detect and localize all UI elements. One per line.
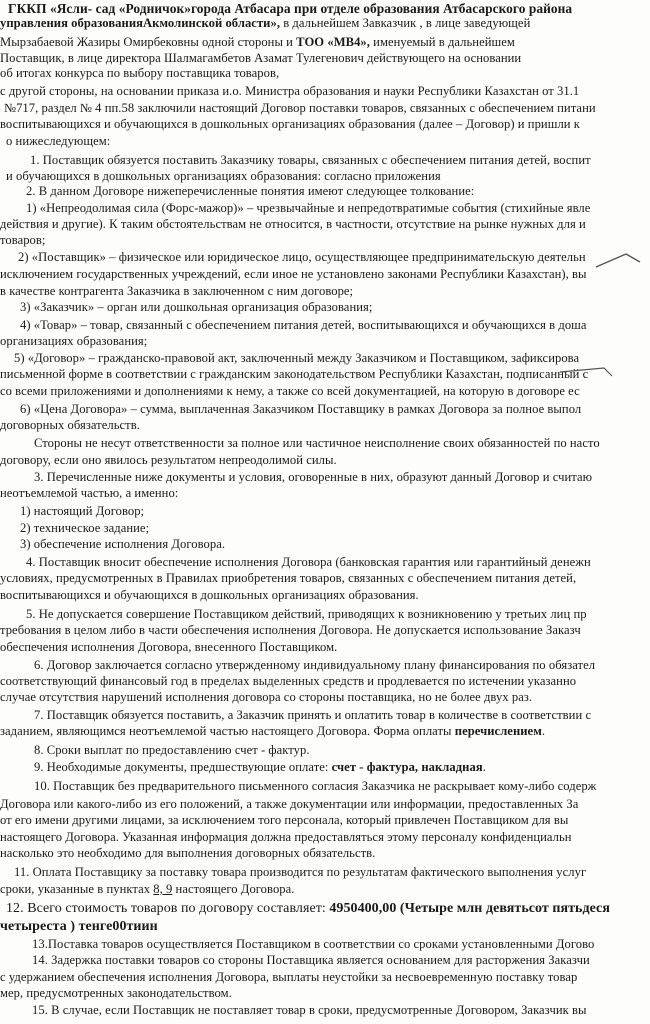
text-run: 1) «Непреодолимая сила (Форс-мажор)» – чрезвычайные и непредотвратимые события (стихийные явле [26, 200, 591, 215]
text-run: 14. Задержка поставки товаров со стороны Поставщика является основанием для расторжения Заказчи [32, 952, 590, 967]
text-line [0, 217, 586, 232]
text-run: 6) «Цена Договора» – сумма, выплаченная Заказчиком Поставщику в рамках Договора за полное выпол [20, 402, 582, 417]
text-line [26, 607, 587, 622]
text-run: 1) настоящий Договор; [20, 503, 145, 518]
text-line [0, 588, 419, 603]
text-run: условиях, предусмотренных в Правилах приобретения товаров, связанных с обеспечением питания детей, [0, 570, 577, 585]
text-run: №717, раздел № 4 пп.58 заключили настоящий Договор поставки товаров, связанных с обеспечением питани [4, 100, 596, 115]
text-line [4, 101, 596, 116]
text-run: договорных обязательств. [0, 418, 140, 433]
text-line [0, 51, 521, 66]
text-line [0, 267, 587, 282]
text-line [0, 66, 279, 81]
text-line [20, 521, 149, 536]
text-run: об итогах конкурса по выбору поставщика товаров, [0, 66, 280, 80]
text-run: Поставщик, в лице директора Шалмагамбетов Азамат Тулегенович действующего на основании [0, 50, 522, 65]
text-run: 9. Необходимые документы, предшествующие оплате: [34, 759, 332, 774]
text-line [0, 453, 337, 468]
text-line [34, 436, 600, 451]
text-run: 6. Договор заключается согласно утвержденному индивидуальному плану финансирования по обязател [34, 658, 596, 673]
text-line [0, 284, 353, 299]
text-line [14, 865, 586, 880]
text-run: 11. Оплата Поставщику за поставку товара производится по результатам фактического выполнения услуг [14, 865, 587, 880]
text-run: 2) «Поставщик» – физическое или юридическое лицо, осуществляющее предпринимательскую деятельн [18, 249, 586, 264]
text-run: воспитывающихся и обучающихся в дошкольных организациях образования (далее – Договор) и пришли к [0, 116, 580, 131]
text-run: 5. Не допускается совершение Поставщиком действий, приводящих к возникновению у третьих лиц пр [26, 606, 587, 621]
text-line [34, 743, 310, 758]
text-run: . [541, 724, 546, 739]
text-line [8, 1, 572, 16]
text-line [20, 537, 225, 552]
text-line [34, 708, 591, 723]
text-run: неотъемлемой частью, а именно: [0, 486, 179, 501]
text-line [34, 760, 486, 775]
text-run: 2. В данном Договоре нижеперечисленные понятия имеют следующее толкование: [26, 183, 475, 198]
text-run: счет - фактура, накладная [331, 759, 483, 774]
text-line [0, 882, 294, 897]
text-run: мер, предусмотренных законодательством. [0, 985, 232, 1000]
text-run: 15. В случае, если Поставщик не поставляет товар в сроки, предусмотренные Договором, Заказчик вы [32, 1003, 587, 1018]
text-run: 10. Поставщик без предварительного письменного согласия Заказчика не раскрывает кому-либо содерж [34, 778, 597, 793]
text-run: обеспечения исполнения Договора, внесенного Поставщиком. [0, 639, 338, 654]
text-run: 2) техническое задание; [20, 520, 150, 535]
text-line [32, 953, 590, 968]
text-line [6, 134, 110, 149]
text-run: от его имени другими лицами, за исключением того персонала, который привлечен Поставщиком для вы [0, 813, 569, 828]
text-line [6, 169, 441, 184]
text-run: 8. Сроки выплат по предоставлению счет - фактур. [34, 743, 310, 758]
text-line [34, 658, 595, 673]
text-run: 3) обеспечение исполнения Договора. [20, 536, 226, 551]
text-run: 7. Поставщик обязуется поставить, а Заказчик принять и оплатить товар в количестве в соответствии с [34, 708, 592, 723]
text-line [0, 571, 576, 586]
text-run: 8, 9 [153, 882, 173, 897]
text-line [0, 84, 579, 99]
text-line [32, 937, 594, 952]
text-run: 5) «Договор» – гражданско-правовой акт, заключенный между Заказчиком и Поставщиком, зафиксирова [14, 350, 580, 365]
text-line [34, 470, 592, 485]
text-line [32, 1003, 587, 1018]
text-run: исключением государственных учреждений, если иное не установлено законами Республики Казахстан), вы [0, 266, 587, 281]
text-line [26, 184, 474, 199]
text-line [20, 318, 587, 333]
text-line [0, 724, 545, 739]
text-run: именуемый в дальнейшем [369, 34, 515, 49]
text-run: сроки, указанные в пунктах [0, 882, 154, 897]
text-line [0, 623, 581, 638]
text-run: Договора или какого-либо из его положений, а также документации или информации, предоставленных За [0, 796, 579, 811]
text-line [0, 813, 568, 828]
text-line [0, 970, 577, 985]
text-run: управления образованияАкмолинской области», [0, 16, 281, 31]
text-line [0, 986, 232, 1001]
text-run: четыреста ) тенге00тиин [0, 918, 158, 934]
text-run: со всеми приложениями и дополнениями к нему, а также со всей документацией, на которую в договоре ес [0, 384, 580, 399]
text-run: требования в целом либо в части обеспечения исполнения Договора. Не допускается использование Заказч [0, 622, 581, 637]
text-run: настоящего Договора. [172, 882, 295, 897]
text-run: о нижеследующем: [6, 133, 111, 148]
text-line [0, 674, 576, 689]
text-line [6, 901, 610, 916]
text-run: случае отсутствия нарушений исполнения договора со стороны поставщика, но не более двух раз. [0, 690, 533, 705]
text-run: 3. Перечисленные ниже документы и условия, оговоренные в них, образуют данный Договор и считаю [34, 470, 593, 485]
text-run: Стороны не несут ответственности за полное или частичное неисполнение своих обязанностей по насто [34, 436, 600, 451]
text-run: воспитывающихся и обучающихся в дошкольных организациях образования. [0, 587, 419, 602]
text-run: 4. Поставщик вносит обеспечение исполнения Договора (банковская гарантия или гарантийный денежн [26, 554, 591, 569]
text-line [20, 300, 372, 315]
text-line [30, 153, 591, 168]
text-run: ТОО «МВ4», [296, 34, 370, 49]
text-run: 1. Поставщик обязуется поставить Заказчику товары, связанных с обеспечением питания детей, воспит [30, 152, 591, 167]
text-line [0, 797, 578, 812]
text-run: товаров; [0, 232, 46, 247]
text-run: договору, если оно явилось результатом непреодолимой силы. [0, 453, 337, 468]
text-run: с удержанием обеспечения исполнения Договора, выплаты неустойки за несвоевременную поставку товар [0, 969, 578, 984]
text-run: с другой стороны, на основании приказа и.о. Министра образования и науки Республики Казахстан от 31.1 [0, 83, 580, 98]
text-line [0, 846, 375, 861]
text-line [0, 830, 572, 845]
text-line [0, 117, 580, 132]
text-run: в качестве контрагента Заказчика в заключенном с ним договоре; [0, 283, 354, 298]
text-line [0, 233, 45, 248]
text-line [18, 250, 586, 265]
text-line [0, 690, 532, 705]
text-line [0, 640, 337, 655]
text-run: соответствующий финансовый год в пределах выделенных средств и продлевается по истечении указанно [0, 674, 577, 689]
text-run: ГККП «Ясли- сад «Родничок»города Атбасара при отделе образования Атбасарского района [8, 0, 573, 16]
text-run: письменной форме в соответствии с гражданским законодательством Республики Казахстан, подписанный с [0, 367, 589, 382]
text-run: 3) «Заказчик» – орган или дошкольная организация образования; [20, 299, 373, 314]
text-line [0, 919, 158, 934]
text-line [20, 402, 581, 417]
text-line [26, 201, 590, 216]
text-run: . [482, 759, 486, 774]
text-run: действия и другие). К таким обстоятельствам не относится, в частности, отсутствие на рынке нужных для и [0, 216, 586, 231]
text-run: 12. Всего стоимость товаров по договору составляет: [6, 900, 330, 916]
text-run: организациях образования; [0, 333, 148, 348]
text-run: насколько это необходимо для выполнения договорных обязательств. [0, 846, 376, 861]
text-run: 4) «Товар» – товар, связанный с обеспечением питания детей, воспитывающихся и обучающихся в доша [20, 317, 587, 332]
text-line [34, 779, 596, 794]
text-line [0, 16, 530, 31]
text-line [14, 351, 579, 366]
text-line [0, 35, 515, 50]
text-line [0, 486, 178, 501]
text-line [20, 504, 144, 519]
text-line [0, 367, 588, 382]
text-run: настоящего Договора. Указанная информация должна предоставляться этому персоналу конфиденциальн [0, 830, 572, 845]
text-run: в дальнейшем Завказчик , в лице заведующей [280, 16, 531, 31]
text-run: перечислением [454, 724, 542, 739]
text-run: и обучающихся в дошкольных организациях образования: согласно приложения [6, 168, 441, 183]
text-run: 13.Поставка товаров осуществляется Поставщиком в соответствии со сроками установленными Догово [32, 936, 595, 951]
text-line [0, 334, 147, 349]
text-line [0, 418, 140, 433]
text-run: заданием, являющимся неотъемлемой частью настоящего Договора. Форма оплаты [0, 724, 455, 739]
text-line [26, 555, 591, 570]
text-run: 4950400,00 (Четыре млн девятьсот пятьдеся [329, 900, 610, 916]
text-run: Мырзабаевой Жазиры Омирбековны одной стороны и [0, 34, 297, 49]
text-line [0, 384, 580, 399]
